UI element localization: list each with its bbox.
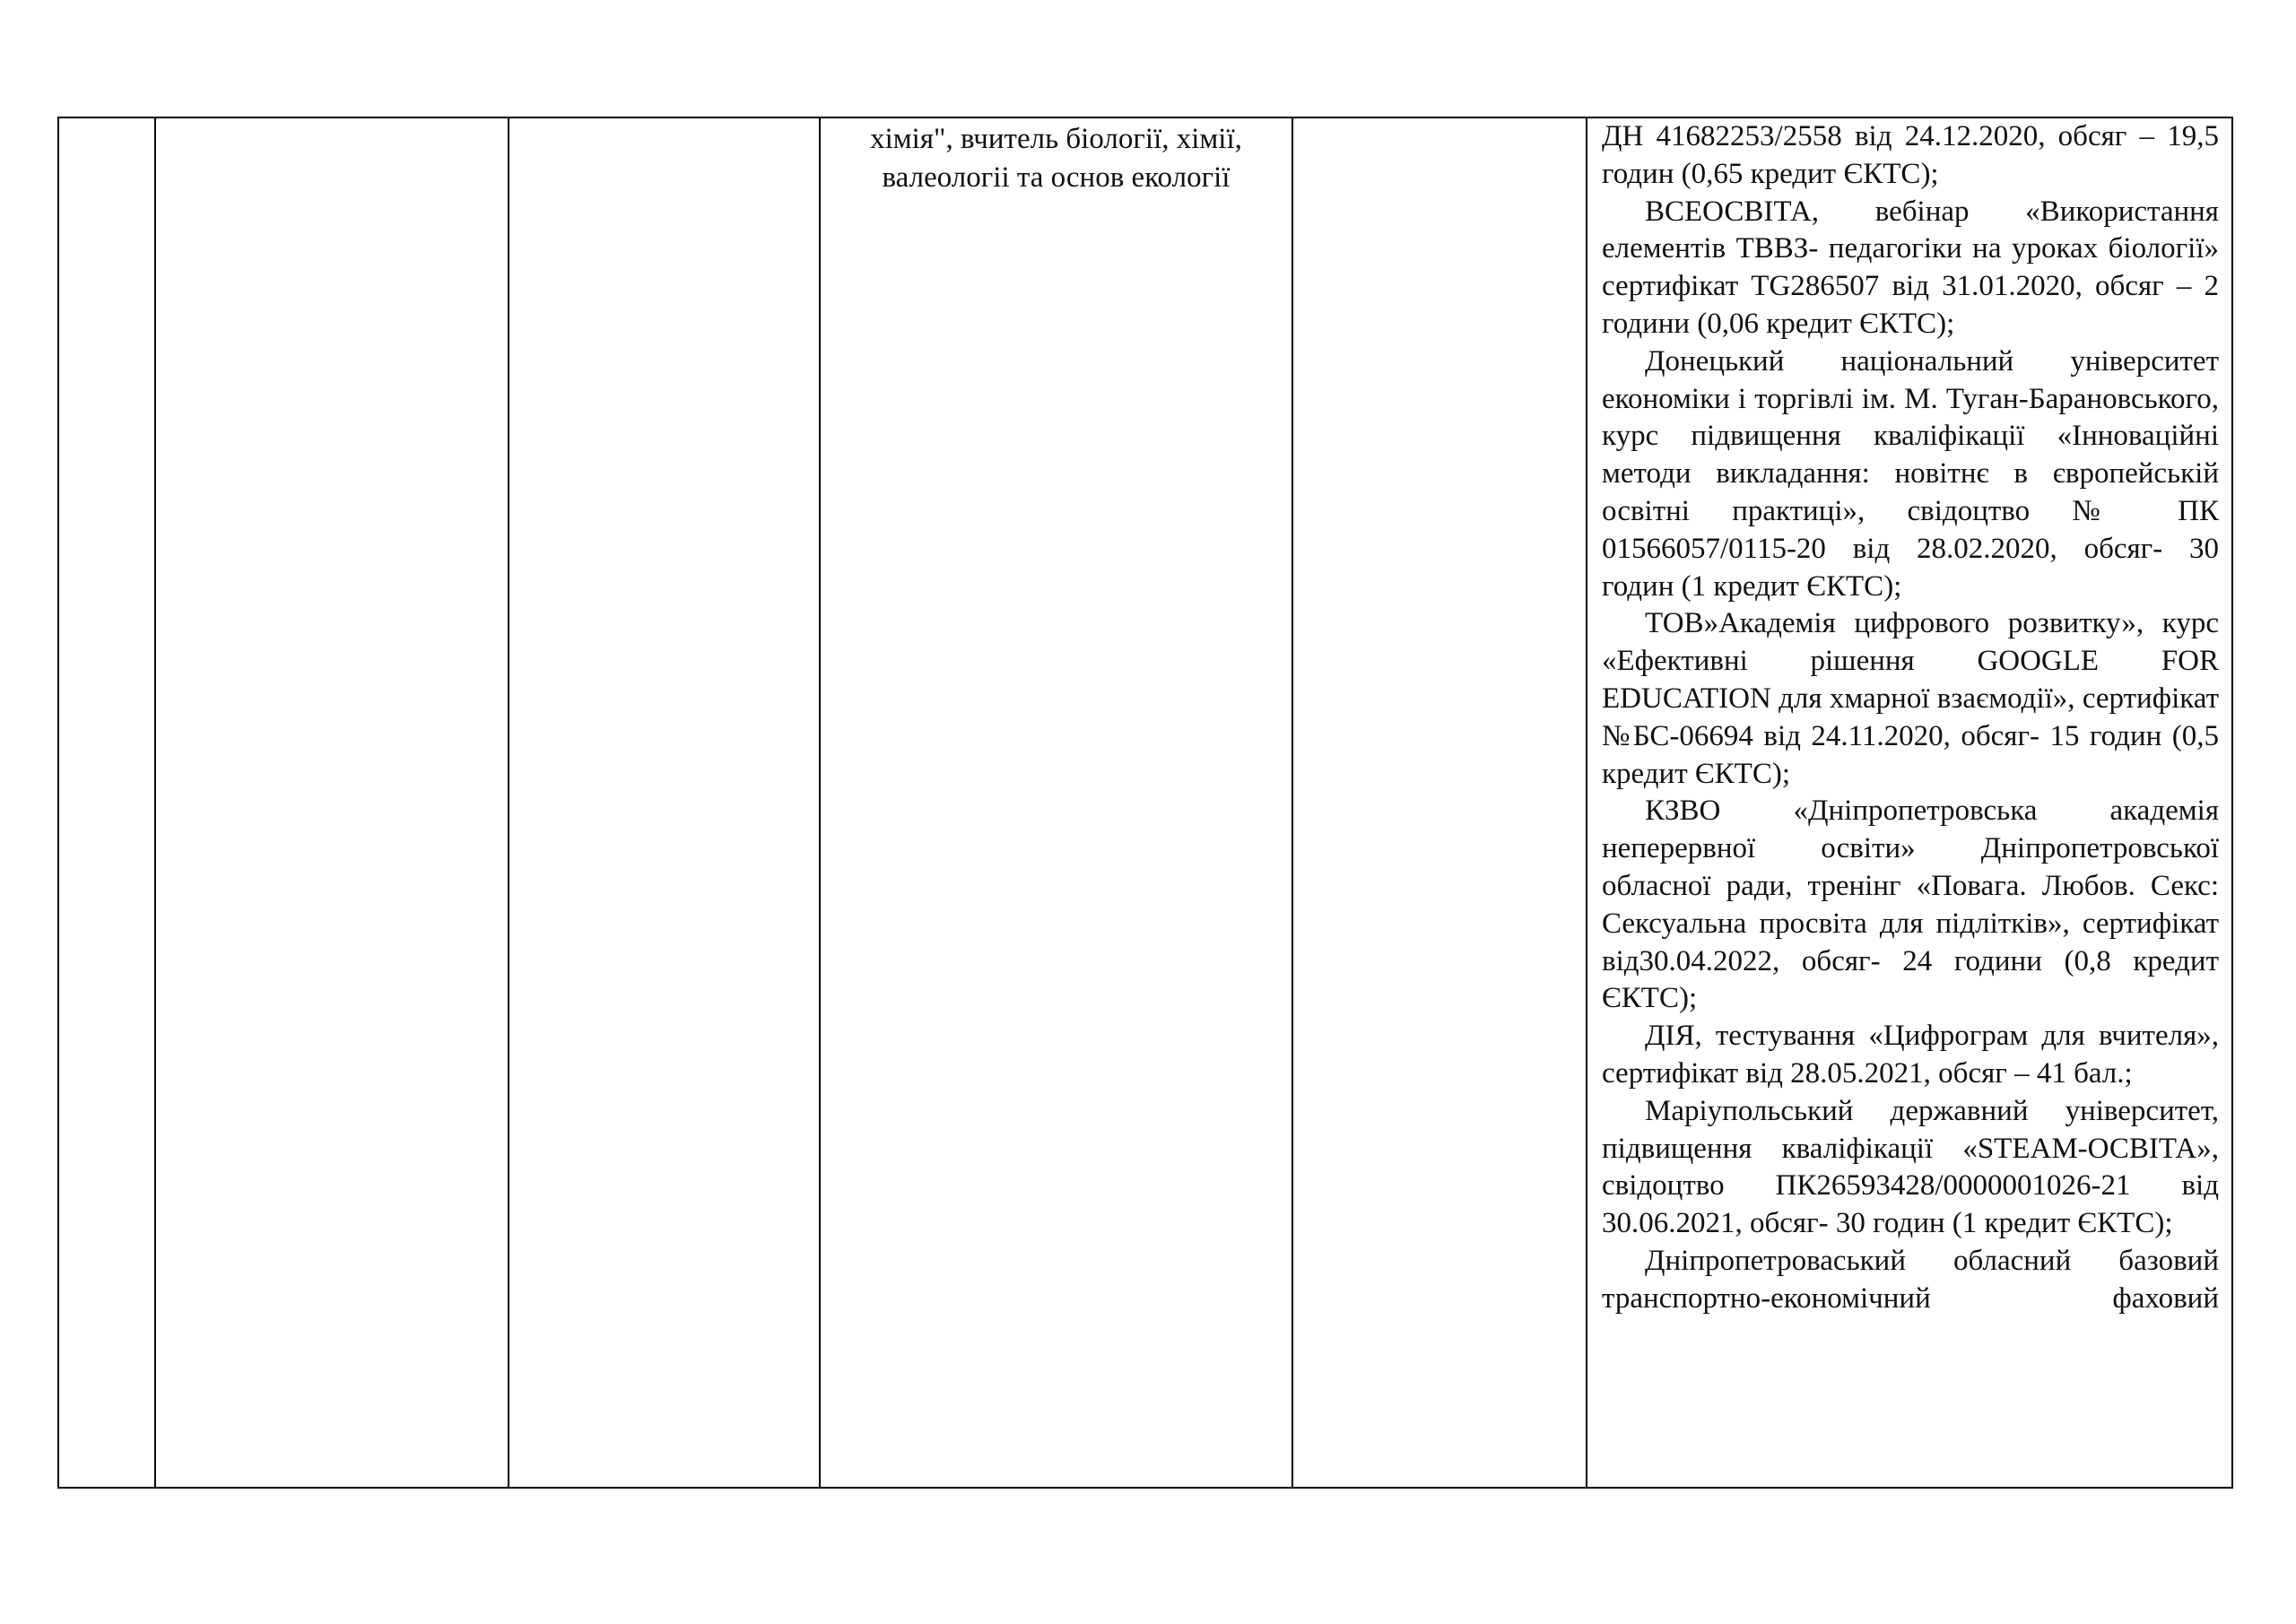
training-entry: Донецький національний університет економіки і торгівлі ім. М. Туган-Барановського, курс підвищення кваліфікації «Інноваційні методи викладання: новітнє в європейській освітні практиці», свідоцтво № ПК 01566057/0115-20 від 28.02.2020, обсяг- 30 годин (1 кредит ЄКТС);: [1602, 344, 2219, 603]
training-entry: ДІЯ, тестування «Цифрограм для вчителя», сертифікат від 28.05.2021, обсяг – 41 бал.;: [1602, 1020, 2219, 1090]
training-entry: ВСЕОСВІТА, вебінар «Використання елементів ТВВЗ- педагогіки на уроках біології» сертифікат TG286507 від 31.01.2020, обсяг – 2 години (0,06 кредит ЄКТС);: [1602, 195, 2219, 340]
training-entry: КЗВО «Дніпропетровська академія неперервної освіти» Дніпропетровської обласної ради, тренінг «Повага. Любов. Секс: Сексуальна просвіта для підлітків», сертифікат від30.04.2022, обсяг- 24 години (0,8 кредит ЄКТС);: [1602, 795, 2219, 1015]
cell-training-list: [1587, 117, 2232, 1488]
cell-position: [509, 117, 820, 1488]
cell-number: [58, 117, 155, 1488]
cell-qualification: [820, 117, 1292, 1488]
training-entry: Маріупольський державний університет, підвищення кваліфікації «STEAM-ОСВІТА», свідоцтво ПК26593428/0000001026-21 від 30.06.2021, обсяг- 30 годин (1 кредит ЄКТС);: [1602, 1094, 2219, 1240]
qualification-line: хімія", вчитель біології, хімії,: [870, 123, 1242, 155]
training-entry: ТОВ»Академія цифрового розвитку», курс «Ефективні рішення GOOGLE FOR EDUCATION для хмарної взаємодії», сертифікат №БС-06694 від 24.11.2020, обсяг- 15 годин (0,5 кредит ЄКТС);: [1602, 607, 2219, 790]
qualification-line: валеологіі та основ екології: [882, 161, 1231, 194]
cell-name: [155, 117, 509, 1488]
training-entry: ДН 41682253/2558 від 24.12.2020, обсяг – 19,5 годин (0,65 кредит ЄКТС);: [1602, 120, 2219, 190]
table-row: [58, 117, 2232, 1488]
document-table: [57, 117, 2233, 1489]
training-entry: Дніпропетроваський обласний базовий транспортно-економічний фаховий: [1602, 1244, 2219, 1315]
cell-experience: [1292, 117, 1587, 1488]
